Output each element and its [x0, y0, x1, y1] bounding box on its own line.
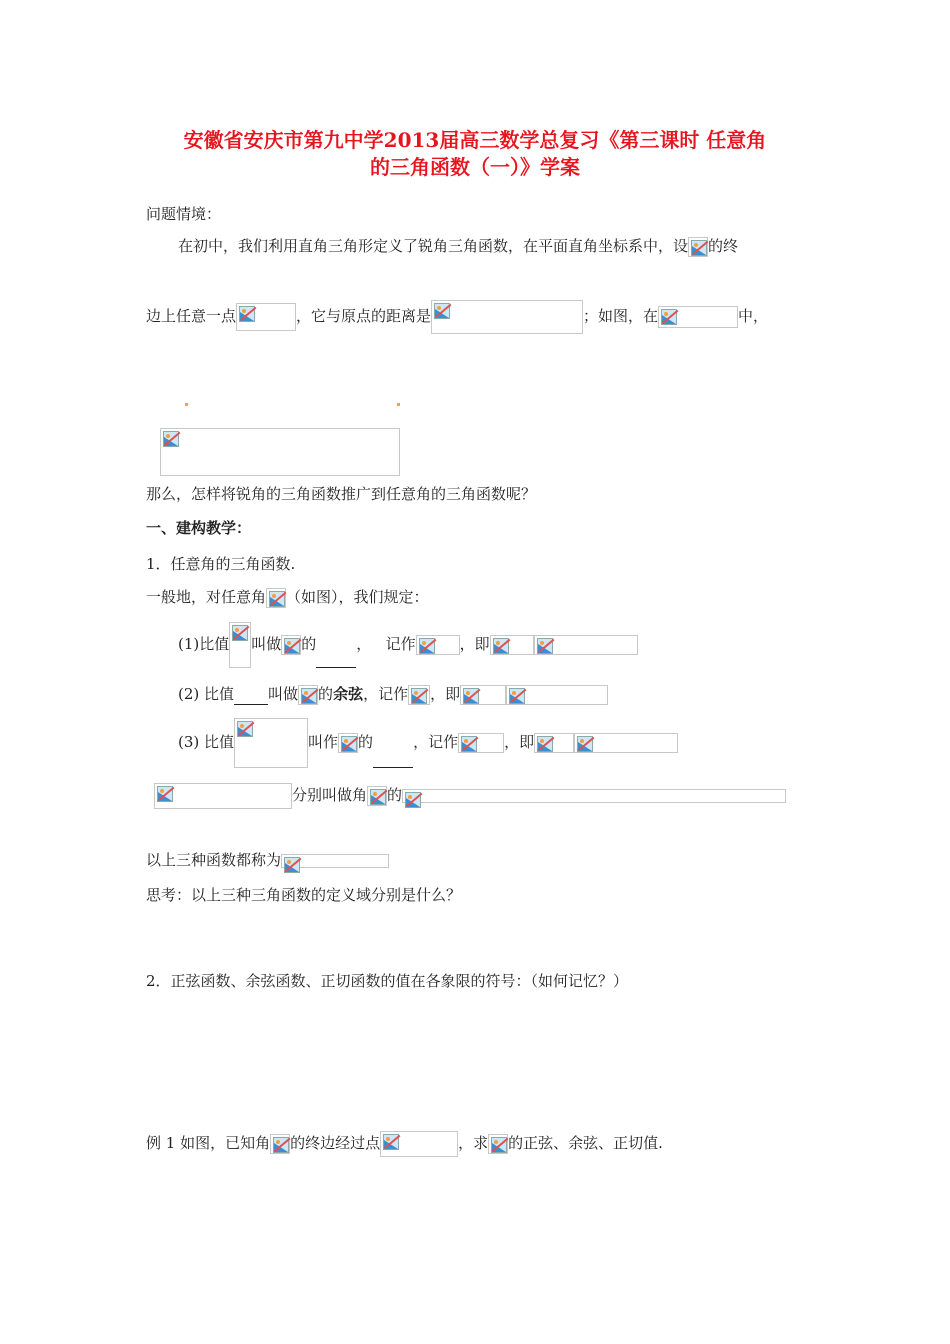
section-heading-construct: 一、建构教学： — [146, 519, 252, 537]
general-definition-line — [146, 586, 429, 608]
formula-image-icon — [154, 783, 292, 809]
respectively-line — [154, 783, 786, 809]
fill-blank — [234, 690, 268, 705]
angle-image-icon — [488, 1134, 508, 1154]
all-three-line — [146, 849, 389, 870]
intro-text-p2c: ；如图，在 — [583, 307, 659, 325]
intro-line1 — [178, 235, 738, 257]
marker-dot — [397, 403, 400, 406]
general-text-a: 一般地，对任意角 — [146, 588, 267, 606]
intro-text-a: 在初中，我们利用直角三角形定义了锐角三角函数，在平面直角坐标系中，设 — [178, 237, 689, 255]
angle-image-icon — [298, 685, 318, 705]
all-three-text: 以上三种函数都称为 — [146, 851, 282, 869]
def2-text-d: ，记作 — [363, 685, 409, 703]
point-image-icon — [380, 1131, 458, 1157]
formula-image-icon — [506, 685, 608, 705]
intro-text-p2a: 边上任意一点 — [146, 307, 237, 325]
def3-text-c: 的 — [358, 733, 374, 751]
document-title-line2: 的三角函数（一）》学案 — [370, 155, 580, 179]
def1-text-b: 叫做 — [251, 635, 282, 653]
definition-tangent — [178, 718, 678, 768]
def1-text-d: ， — [356, 635, 372, 653]
def2-text-c: 的 — [318, 685, 334, 703]
formula-image-icon — [460, 685, 506, 705]
formula-image-icon — [402, 789, 786, 803]
def2-text-e: ，即 — [430, 685, 461, 703]
def2-text-b: 叫做 — [268, 685, 299, 703]
ratio-image-icon — [229, 622, 251, 668]
formula-image-icon — [236, 303, 296, 331]
ratio-image-icon — [234, 718, 308, 768]
respectively-text-a: 分别叫做角 — [292, 786, 368, 804]
example-1 — [146, 1131, 663, 1157]
intro-text-p2b: ，它与原点的距离是 — [296, 307, 432, 325]
formula-image-icon — [574, 733, 678, 753]
formula-image-icon — [281, 854, 389, 868]
figure-image-icon — [160, 428, 400, 476]
definition-sine — [178, 622, 638, 668]
def2-text-a: (2) 比值 — [178, 685, 235, 703]
def2-cosine-term: 余弦 — [333, 685, 364, 703]
angle-image-icon — [270, 1134, 290, 1154]
fill-blank — [316, 653, 356, 668]
def3-text-e: ，即 — [504, 733, 535, 751]
respectively-text-b: 的 — [387, 786, 403, 804]
intro-text-b: 的终 — [708, 237, 739, 255]
angle-image-icon — [266, 588, 286, 608]
think-question: 思考：以上三种三角函数的定义域分别是什么？ — [146, 886, 462, 904]
example-text-b: 的终边经过点 — [290, 1134, 381, 1152]
formula-image-icon — [534, 635, 638, 655]
subheading-quadrant-signs: 2．正弦函数、余弦函数、正切函数的值在各象限的符号：（如何记忆？） — [146, 972, 629, 990]
generalization-question: 那么，怎样将锐角的三角函数推广到任意角的三角函数呢？ — [146, 485, 537, 503]
def1-text-a: (1)比值 — [178, 635, 230, 653]
general-text-b: （如图），我们规定： — [286, 588, 429, 606]
notation-image-icon — [416, 635, 460, 655]
def3-text-b: 叫作 — [308, 733, 339, 751]
formula-image-icon — [431, 300, 583, 334]
formula-image-icon — [688, 237, 708, 257]
def1-text-c: 的 — [301, 635, 317, 653]
notation-image-icon — [458, 733, 504, 753]
formula-image-icon — [658, 306, 738, 328]
example-text-d: 的正弦、余弦、正切值. — [508, 1134, 663, 1152]
marker-dot — [185, 403, 188, 406]
def3-text-a: (3) 比值 — [178, 733, 235, 751]
subheading-any-angle: 1．任意角的三角函数. — [146, 555, 296, 573]
fill-blank — [373, 753, 413, 768]
angle-image-icon — [281, 635, 301, 655]
formula-image-icon — [490, 635, 534, 655]
def1-text-e: 记作 — [385, 635, 416, 653]
figure-placeholder — [160, 428, 400, 476]
angle-image-icon — [367, 786, 387, 806]
intro-text-p2d: 中， — [738, 307, 769, 325]
intro-line2 — [146, 300, 768, 334]
angle-image-icon — [338, 733, 358, 753]
def3-text-d: ，记作 — [413, 733, 459, 751]
formula-image-icon — [534, 733, 574, 753]
notation-image-icon — [408, 685, 430, 705]
document-title-line1: 安徽省安庆市第九中学2013届高三数学总复习《第三课时 任意角 — [183, 128, 767, 152]
definition-cosine — [178, 683, 608, 705]
problem-label: 问题情境： — [146, 205, 222, 223]
example-text-a: 例 1 如图，已知角 — [146, 1134, 271, 1152]
def1-text-f: ，即 — [459, 635, 490, 653]
example-text-c: ，求 — [458, 1134, 489, 1152]
